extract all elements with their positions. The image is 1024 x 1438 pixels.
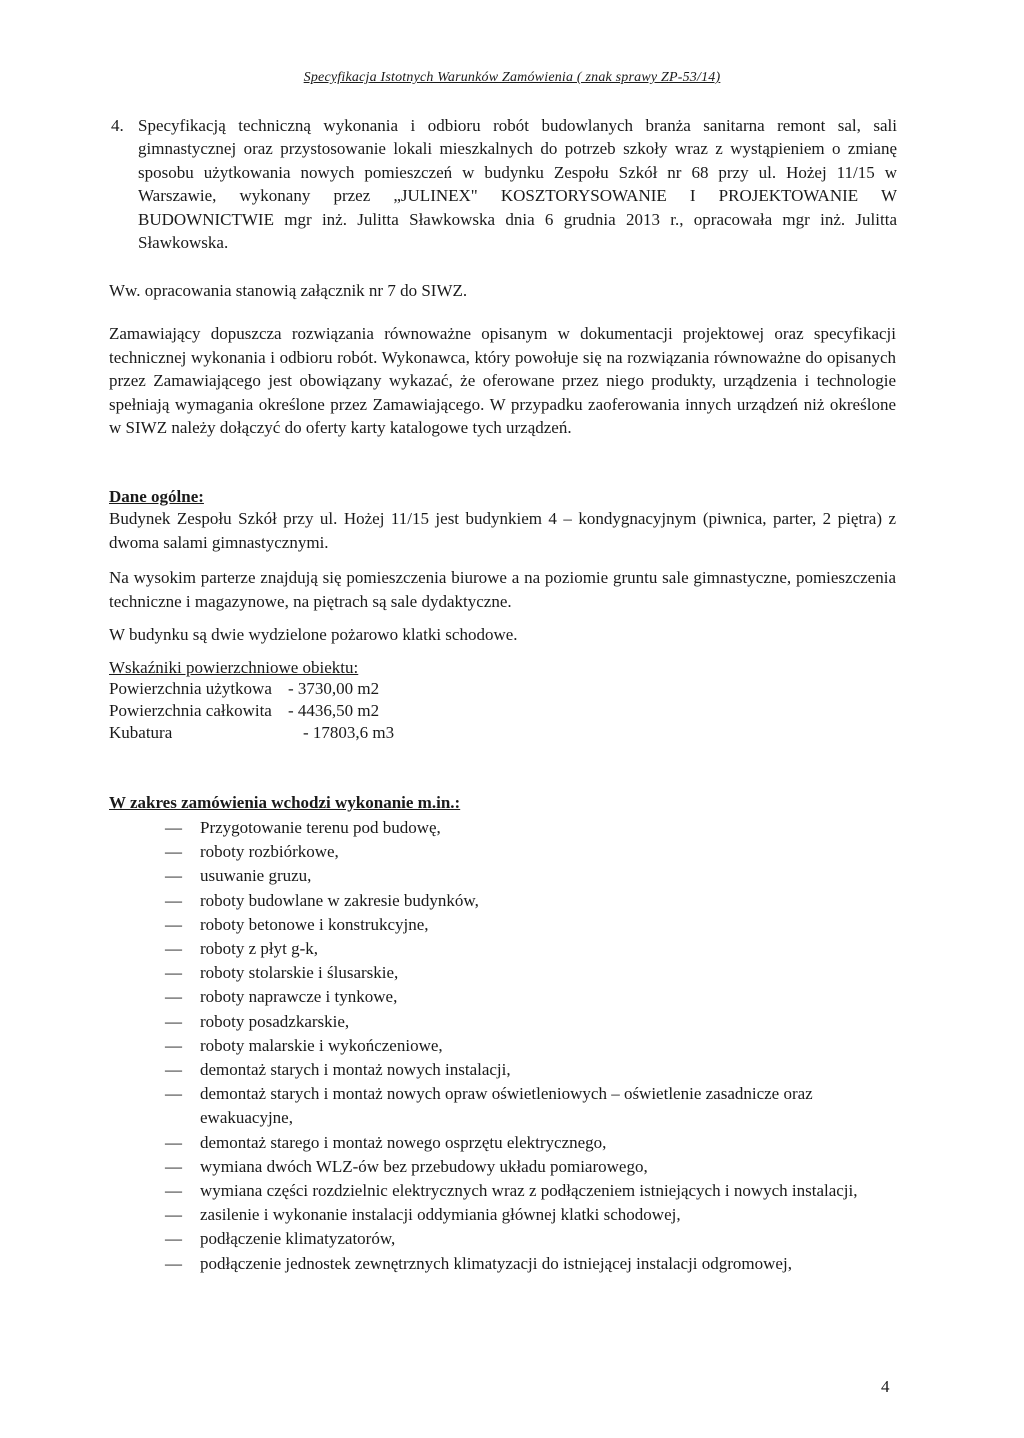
list-item-text: roboty z płyt g-k,	[200, 939, 319, 959]
list-item-text: demontaż starych i montaż nowych instalacji,	[200, 1060, 511, 1080]
list-item	[165, 913, 865, 937]
list-item-text: wymiana części rozdzielnic elektrycznych wraz z podłączeniem istniejących i nowych instalacji,	[200, 1181, 858, 1201]
indicators-heading: Wskaźniki powierzchniowe obiektu:	[109, 658, 359, 677]
general-data-heading: Dane ogólne:	[109, 487, 204, 506]
list-item-text: usuwanie gruzu,	[200, 866, 312, 886]
dash-bullet: —	[165, 890, 182, 910]
list-item-text: demontaż starego i montaż nowego osprzętu elektrycznego,	[200, 1132, 607, 1152]
list-item-text: roboty malarskie i wykończeniowe,	[200, 1035, 443, 1055]
general-data-p2: Na wysokim parterze znajdują się pomieszczenia biurowe a na poziomie gruntu sale gimnastyczne, pomieszczenia techniczne i magazynowe, na piętrach są sale dydaktyczne.	[109, 568, 896, 611]
dash-bullet: —	[165, 1156, 182, 1176]
indicator-label: Powierzchnia całkowita	[109, 701, 272, 720]
list-item	[165, 1058, 865, 1082]
list-item-text: roboty betonowe i konstrukcyjne,	[200, 914, 429, 934]
dash-bullet: —	[165, 1181, 182, 1201]
list-item	[165, 889, 865, 913]
dash-bullet: —	[165, 818, 182, 837]
dash-bullet: —	[165, 1060, 182, 1080]
list-item-text: roboty stolarskie i ślusarskie,	[200, 963, 399, 983]
list-item	[165, 1155, 865, 1179]
indicator-row	[109, 722, 609, 744]
list-item	[165, 961, 865, 985]
page-header: Specyfikacja Istotnych Warunków Zamówienia ( znak sprawy ZP-53/14)	[303, 70, 721, 85]
list-item	[165, 1179, 865, 1203]
list-item-text: roboty budowlane w zakresie budynków,	[200, 890, 479, 910]
general-data-p3: W budynku są dwie wydzielone pożarowo klatki schodowe.	[109, 625, 518, 644]
dash-bullet: —	[165, 1253, 182, 1273]
list-item-text: wymiana dwóch WLZ-ów bez przebudowy układu pomiarowego,	[200, 1156, 648, 1176]
dash-bullet: —	[165, 1205, 182, 1225]
indicator-row	[109, 700, 609, 722]
section-4-paragraph	[111, 114, 897, 254]
section-4-text: Specyfikacją techniczną wykonania i odbioru robót budowlanych branża sanitarna remont sal, sali gimnastycznej oraz przystosowanie lokali mieszkalnych do potrzeb szkoły wraz z wystąpieniem o zmianę sposobu użytkowania nowych pomieszczeń w budynku Zespołu Szkół nr 68 przy ul. Hożej 11/15 w Warszawie, wykonany przez „JULINEX" KOSZTORYSOWANIE I PROJEKTOWANIE W BUDOWNICTWIE mgr inż. Julitta Sławkowska dnia 6 grudnia 2013 r., opracowała mgr inż. Julitta Sławkowska.	[138, 116, 897, 253]
indicator-value: - 3730,00 m2	[288, 679, 380, 698]
indicator-label: Powierzchnia użytkowa	[109, 679, 272, 698]
general-data-p1: Budynek Zespołu Szkół przy ul. Hożej 11/15 jest budynkiem 4 – kondygnacyjnym (piwnica, parter, 2 piętra) z dwoma salami gimnastycznymi.	[109, 509, 896, 552]
dash-bullet: —	[165, 914, 182, 934]
list-item	[165, 985, 865, 1009]
scope-heading: W zakres zamówienia wchodzi wykonanie m.in.:	[109, 793, 461, 812]
list-item	[165, 937, 865, 961]
dash-bullet: —	[165, 963, 182, 983]
page-number: 4	[881, 1377, 890, 1396]
indicator-value: - 4436,50 m2	[288, 701, 380, 720]
dash-bullet: —	[165, 1132, 182, 1152]
dash-bullet: —	[165, 1035, 182, 1055]
scope-title	[109, 791, 896, 815]
attachment-note: Ww. opracowania stanowią załącznik nr 7 do SIWZ.	[109, 281, 468, 300]
list-item	[165, 1203, 865, 1227]
indicator-value: - 17803,6 m3	[303, 723, 395, 742]
indicators-table	[109, 678, 609, 744]
section-number: 4.	[111, 116, 124, 135]
equivalent-solutions-paragraph: Zamawiający dopuszcza rozwiązania równoważne opisanym w dokumentacji projektowej oraz specyfikacji technicznej wykonania i odbioru robót. Wykonawca, który powołuje się na rozwiązania równoważne do opisanych przez Zamawiającego jest obowiązany wykazać, że oferowane przez niego produkty, urządzenia i technologie spełniają wymagania określone przez Zamawiającego. W przypadku zaoferowania innych urządzeń niż określone w SIWZ należy dołączyć do oferty karty katalogowe tych urządzeń.	[109, 324, 896, 438]
list-item-text: roboty posadzkarskie,	[200, 1011, 350, 1031]
list-item	[165, 1082, 865, 1130]
indicators-title	[109, 656, 896, 680]
list-item-text: demontaż starych i montaż nowych opraw oświetleniowych – oświetlenie zasadnicze oraz ewakuacyjne,	[200, 1084, 813, 1128]
dash-bullet: —	[165, 1011, 182, 1031]
dash-bullet: —	[165, 866, 182, 886]
dash-bullet: —	[165, 1084, 182, 1104]
list-item	[165, 1227, 865, 1251]
dash-bullet: —	[165, 842, 182, 862]
indicator-label: Kubatura	[109, 723, 173, 742]
list-item	[165, 840, 865, 864]
list-item-text: roboty rozbiórkowe,	[200, 842, 339, 862]
general-data-title	[109, 485, 896, 509]
list-item	[165, 864, 865, 888]
list-item	[165, 1034, 865, 1058]
list-item	[165, 1131, 865, 1155]
dash-bullet: —	[165, 1229, 182, 1249]
list-item-text: roboty naprawcze i tynkowe,	[200, 987, 398, 1007]
list-item-text: zasilenie i wykonanie instalacji oddymiania głównej klatki schodowej,	[200, 1205, 681, 1225]
list-item-text: podłączenie jednostek zewnętrznych klimatyzacji do istniejącej instalacji odgromowej,	[200, 1253, 792, 1273]
list-item-text: Przygotowanie terenu pod budowę,	[200, 818, 441, 837]
dash-bullet: —	[165, 939, 182, 959]
dash-bullet: —	[165, 987, 182, 1007]
indicator-row	[109, 678, 609, 700]
list-item	[165, 1252, 865, 1276]
list-item	[165, 1010, 865, 1034]
list-item	[165, 816, 865, 840]
list-item-text: podłączenie klimatyzatorów,	[200, 1229, 396, 1249]
scope-list	[165, 816, 865, 1276]
